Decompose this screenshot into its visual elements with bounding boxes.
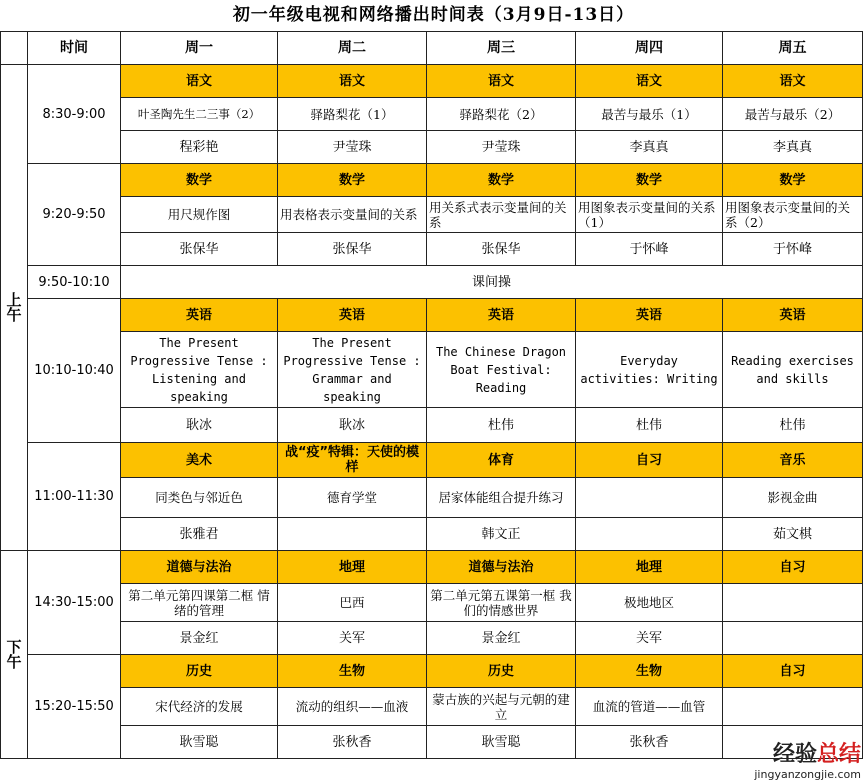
teacher-cell: 关军 <box>576 622 723 655</box>
subject-cell: 数学 <box>427 164 576 197</box>
subject-cell: 自习 <box>576 443 723 478</box>
topic-row <box>1 478 863 518</box>
subject-cell: 生物 <box>278 655 427 688</box>
topic-cell: 流动的组织——血液 <box>278 688 427 726</box>
teacher-row <box>1 233 863 266</box>
topic-cell: Everyday activities: Writing <box>576 332 723 408</box>
topic-cell: 同类色与邻近色 <box>121 478 278 518</box>
period-am <box>1 65 28 551</box>
teacher-row <box>1 518 863 551</box>
topic-row <box>1 332 863 408</box>
teacher-cell: 李真真 <box>723 131 863 164</box>
time-slot: 9:20-9:50 <box>28 164 121 266</box>
subject-cell: 数学 <box>723 164 863 197</box>
topic-cell: 用表格表示变量间的关系 <box>278 197 427 233</box>
teacher-row <box>1 622 863 655</box>
teacher-cell: 于怀峰 <box>576 233 723 266</box>
header-day: 周二 <box>278 32 427 65</box>
teacher-cell: 韩文正 <box>427 518 576 551</box>
corner-cell <box>1 32 28 65</box>
period-label: 上午 <box>6 290 22 324</box>
topic-cell: 用图象表示变量间的关系（2） <box>723 197 863 233</box>
subject-row <box>1 443 863 478</box>
teacher-cell: 耿雪聪 <box>121 726 278 759</box>
subject-cell: 英语 <box>723 299 863 332</box>
subject-cell: 语文 <box>278 65 427 98</box>
time-slot: 15:20-15:50 <box>28 655 121 759</box>
subject-row <box>1 299 863 332</box>
teacher-cell: 关军 <box>278 622 427 655</box>
topic-cell: Reading exercises and skills <box>723 332 863 408</box>
teacher-cell <box>576 518 723 551</box>
topic-cell: The Present Progressive Tense : Grammar and speaking <box>278 332 427 408</box>
topic-row <box>1 197 863 233</box>
teacher-cell: 李真真 <box>576 131 723 164</box>
page-title: 初一年级电视和网络播出时间表（3月9日-13日） <box>232 5 635 25</box>
time-slot: 8:30-9:00 <box>28 65 121 164</box>
topic-row <box>1 688 863 726</box>
topic-cell: 宋代经济的发展 <box>121 688 278 726</box>
subject-cell: 语文 <box>723 65 863 98</box>
watermark-logo <box>754 737 861 768</box>
subject-cell: 战“疫”特辑：天使的模样 <box>278 443 427 478</box>
topic-cell: 叶圣陶先生二三事（2） <box>121 98 278 131</box>
watermark-url: jingyanzongjie.com <box>754 768 861 781</box>
teacher-cell: 景金红 <box>121 622 278 655</box>
topic-row <box>1 584 863 622</box>
subject-cell: 数学 <box>278 164 427 197</box>
topic-cell <box>723 688 863 726</box>
subject-cell: 语文 <box>121 65 278 98</box>
topic-cell: 第二单元第四课第二框 情绪的管理 <box>121 584 278 622</box>
teacher-cell: 杜伟 <box>427 408 576 443</box>
subject-cell: 道德与法治 <box>121 551 278 584</box>
topic-cell: 德育学堂 <box>278 478 427 518</box>
teacher-cell: 茹文棋 <box>723 518 863 551</box>
teacher-cell: 张雅君 <box>121 518 278 551</box>
topic-cell: The Chinese Dragon Boat Festival: Reading <box>427 332 576 408</box>
subject-cell: 数学 <box>121 164 278 197</box>
time-slot: 9:50-10:10 <box>28 266 121 299</box>
subject-cell: 英语 <box>576 299 723 332</box>
teacher-cell: 杜伟 <box>576 408 723 443</box>
subject-cell: 语文 <box>427 65 576 98</box>
teacher-cell: 于怀峰 <box>723 233 863 266</box>
time-slot: 10:10-10:40 <box>28 299 121 443</box>
teacher-cell: 张保华 <box>427 233 576 266</box>
subject-row <box>1 655 863 688</box>
teacher-cell: 张秋香 <box>576 726 723 759</box>
header-day: 周三 <box>427 32 576 65</box>
topic-cell: 极地地区 <box>576 584 723 622</box>
time-slot: 14:30-15:00 <box>28 551 121 655</box>
teacher-cell: 程彩艳 <box>121 131 278 164</box>
watermark-part1: 经验 <box>772 742 817 767</box>
teacher-cell <box>723 622 863 655</box>
subject-cell: 历史 <box>121 655 278 688</box>
topic-cell: 用尺规作图 <box>121 197 278 233</box>
period-label: 下午 <box>6 637 22 671</box>
teacher-cell: 景金红 <box>427 622 576 655</box>
topic-cell: 第二单元第五课第一框 我们的情感世界 <box>427 584 576 622</box>
break-row <box>1 266 863 299</box>
header-day: 周一 <box>121 32 278 65</box>
teacher-cell: 耿冰 <box>121 408 278 443</box>
subject-cell: 自习 <box>723 655 863 688</box>
break-label: 课间操 <box>121 266 863 299</box>
subject-row <box>1 551 863 584</box>
topic-cell: 巴西 <box>278 584 427 622</box>
subject-cell: 生物 <box>576 655 723 688</box>
subject-cell: 自习 <box>723 551 863 584</box>
teacher-cell: 杜伟 <box>723 408 863 443</box>
teacher-row <box>1 408 863 443</box>
subject-cell: 历史 <box>427 655 576 688</box>
teacher-cell: 耿冰 <box>278 408 427 443</box>
subject-cell: 地理 <box>576 551 723 584</box>
topic-cell: The Present Progressive Tense : Listening and speaking <box>121 332 278 408</box>
teacher-cell: 张保华 <box>121 233 278 266</box>
subject-cell: 美术 <box>121 443 278 478</box>
teacher-cell: 耿雪聪 <box>427 726 576 759</box>
subject-cell: 英语 <box>427 299 576 332</box>
teacher-row <box>1 726 863 759</box>
topic-cell <box>576 478 723 518</box>
topic-cell: 蒙古族的兴起与元朝的建立 <box>427 688 576 726</box>
topic-cell: 血流的管道——血管 <box>576 688 723 726</box>
topic-cell: 驿路梨花（1） <box>278 98 427 131</box>
topic-cell <box>723 584 863 622</box>
subject-row <box>1 65 863 98</box>
period-pm <box>1 551 28 759</box>
subject-cell: 道德与法治 <box>427 551 576 584</box>
teacher-cell: 尹莹珠 <box>278 131 427 164</box>
teacher-cell: 张秋香 <box>278 726 427 759</box>
topic-cell: 用图象表示变量间的关系（1） <box>576 197 723 233</box>
subject-cell: 音乐 <box>723 443 863 478</box>
topic-cell: 驿路梨花（2） <box>427 98 576 131</box>
subject-cell: 英语 <box>121 299 278 332</box>
topic-cell: 用关系式表示变量间的关系 <box>427 197 576 233</box>
schedule-table <box>0 31 863 759</box>
header-day: 周五 <box>723 32 863 65</box>
topic-row <box>1 98 863 131</box>
topic-cell: 最苦与最乐（2） <box>723 98 863 131</box>
time-slot: 11:00-11:30 <box>28 443 121 551</box>
topic-cell: 居家体能组合提升练习 <box>427 478 576 518</box>
subject-cell: 语文 <box>576 65 723 98</box>
subject-cell: 英语 <box>278 299 427 332</box>
subject-cell: 体育 <box>427 443 576 478</box>
subject-cell: 数学 <box>576 164 723 197</box>
header-time: 时间 <box>28 32 121 65</box>
watermark <box>754 737 861 781</box>
subject-cell: 地理 <box>278 551 427 584</box>
watermark-part2: 总结 <box>816 742 861 767</box>
teacher-row <box>1 131 863 164</box>
teacher-cell: 张保华 <box>278 233 427 266</box>
topic-cell: 影视金曲 <box>723 478 863 518</box>
subject-row <box>1 164 863 197</box>
header-day: 周四 <box>576 32 723 65</box>
topic-cell: 最苦与最乐（1） <box>576 98 723 131</box>
header-row <box>1 32 863 65</box>
teacher-cell <box>278 518 427 551</box>
teacher-cell: 尹莹珠 <box>427 131 576 164</box>
